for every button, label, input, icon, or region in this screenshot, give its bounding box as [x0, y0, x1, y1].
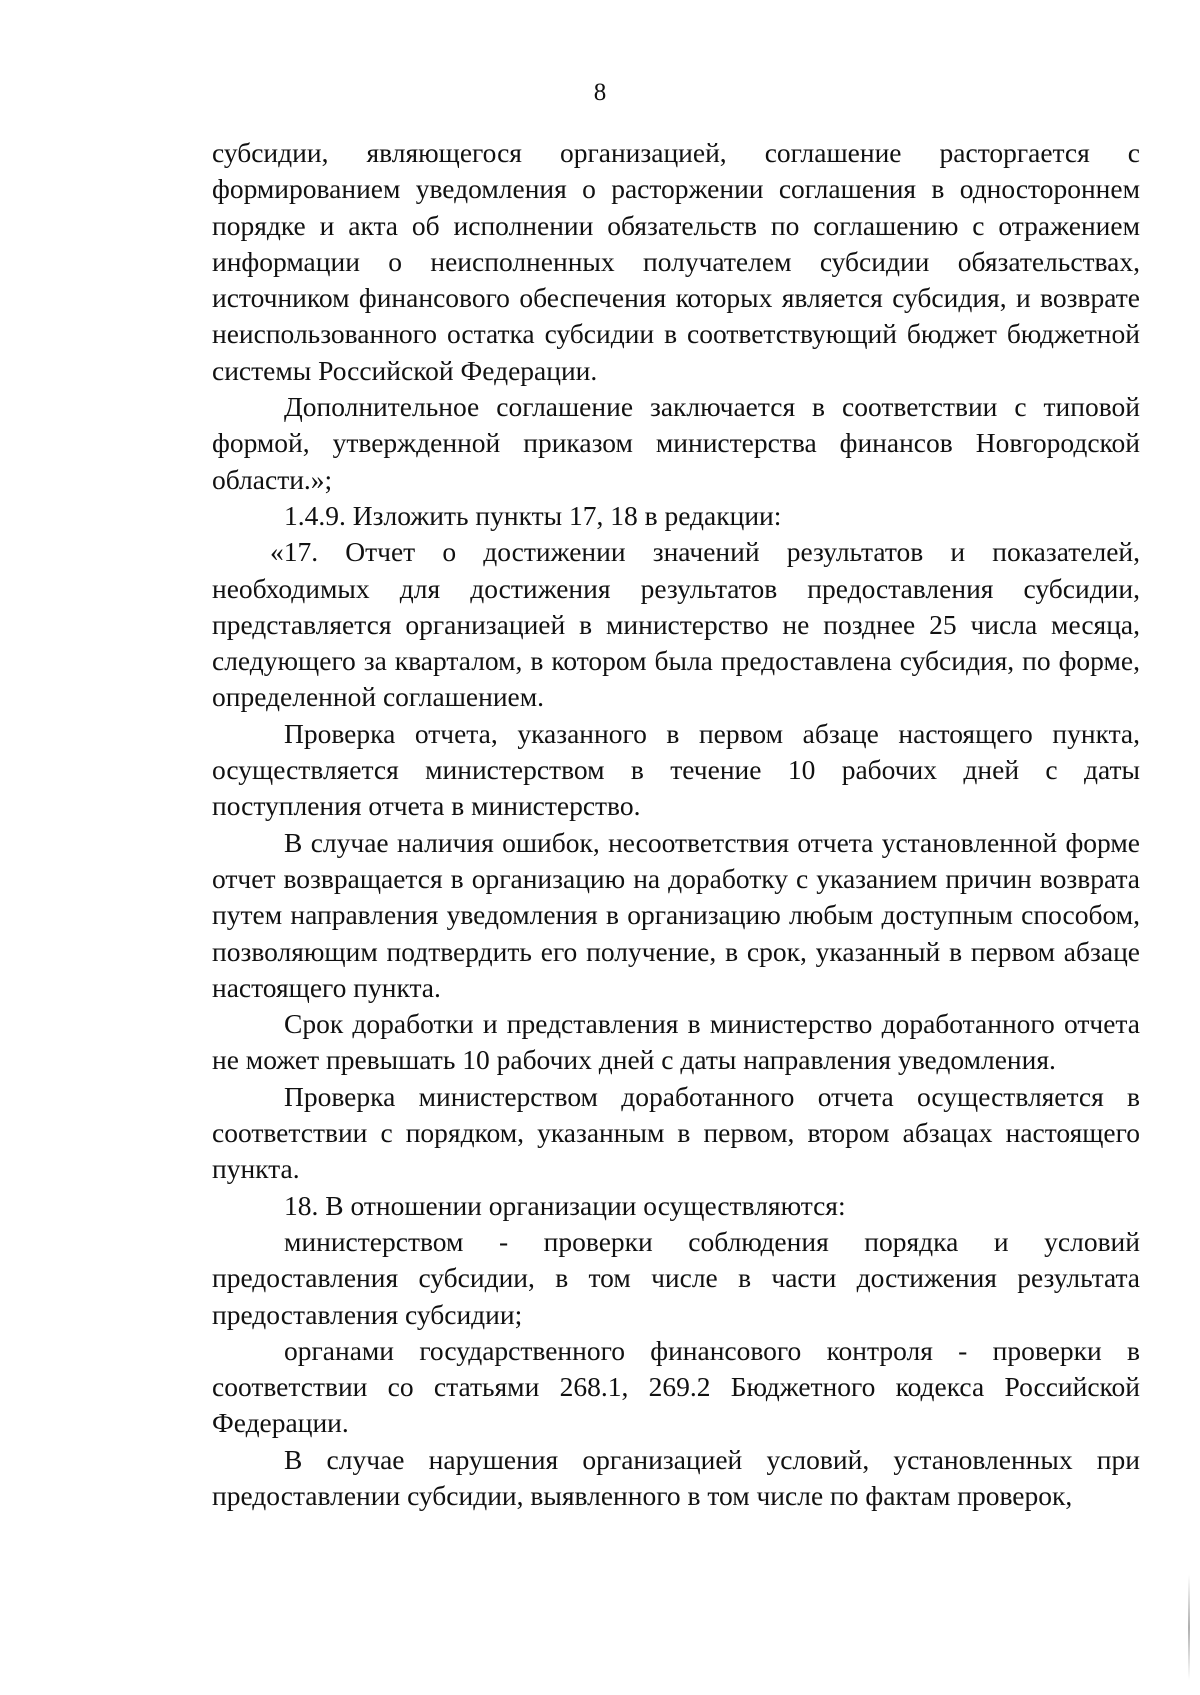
paragraph-subsidy-termination: субсидии, являющегося организацией, соглашение расторгается с формированием уведомления о расторжении соглашения в одностороннем порядке и акта об исполнении обязательств по соглашению с отражением информации о неисполненных получателем субсидии обязательствах, источником финансового обеспечения которых является субсидия, и возврате неиспользованного остатка субсидии в соответствующий бюджет бюджетной системы Российской Федерации. [212, 137, 1140, 386]
paragraph-financial-control-checks: органами государственного финансового контроля - проверки в соответствии со статьями 268.1, 269.2 Бюджетного кодекса Российской Федерации. [212, 1334, 1140, 1439]
scan-edge-mark [1188, 1575, 1190, 1680]
paragraph-report-errors: В случае наличия ошибок, несоответствия отчета установленной форме отчет возвращается в организацию на доработку с указанием причин возврата путем направления уведомления в организацию любым доступным способом, позволяющим подтвердить его получение, в срок, указанный в первом абзаце настоящего пункта. [212, 826, 1140, 1003]
paragraph-revised-report-check: Проверка министерством доработанного отчета осуществляется в соответствии с порядком, указанным в первом, втором абзацах настоящего пункта. [212, 1080, 1140, 1185]
page-number: 8 [593, 79, 607, 106]
paragraph-item-1-4-9: 1.4.9. Изложить пункты 17, 18 в редакции: [284, 499, 782, 531]
paragraph-report-check: Проверка отчета, указанного в первом абзаце настоящего пункта, осуществляется министерством в течение 10 рабочих дней с даты поступления отчета в министерство. [212, 717, 1140, 822]
document-body [212, 135, 1140, 1514]
paragraph-revision-term: Срок доработки и представления в министерство доработанного отчета не может превышать 10 рабочих дней с даты направления уведомления. [212, 1008, 1140, 1076]
paragraph-item-18: 18. В отношении организации осуществляются: [284, 1189, 846, 1221]
paragraph-violation-case: В случае нарушения организацией условий, установленных при предоставлении субсидии, выявленного в том числе по фактам проверок, [212, 1443, 1140, 1511]
paragraph-ministry-checks: министерством - проверки соблюдения порядка и условий предоставления субсидии, в том числе в части достижения результата предоставления субсидии; [212, 1225, 1140, 1330]
paragraph-item-17: «17. Отчет о достижении значений результатов и показателей, необходимых для достижения результатов предоставления субсидии, представляется организацией в министерство не позднее 25 числа месяца, следующего за кварталом, в котором была предоставлена субсидия, по форме, определенной соглашением. [212, 536, 1140, 713]
paragraph-additional-agreement: Дополнительное соглашение заключается в соответствии с типовой формой, утвержденной приказом министерства финансов Новгородской области.»; [212, 391, 1140, 495]
